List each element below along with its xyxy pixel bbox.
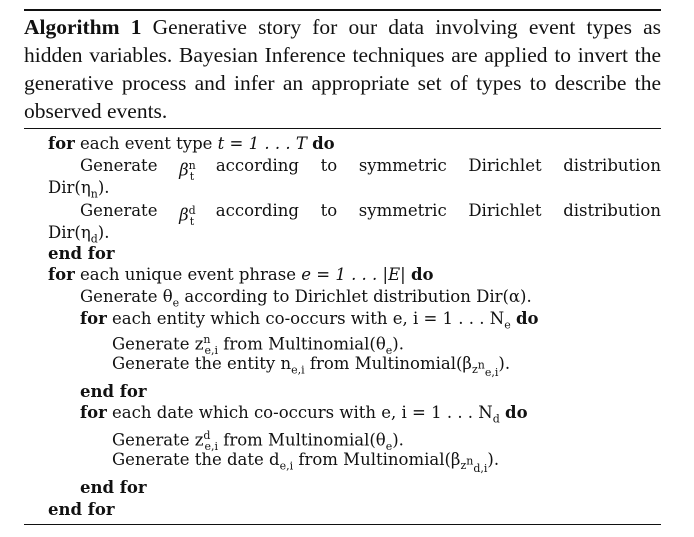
algorithm-label: Algorithm 1 [24,15,142,39]
line-7: for each unique event phrase e = 1 . . . |E| do [48,265,434,284]
line-14: Generate $z^d_{e,i}$ from $Multinomial(\theta_e)$. [112,429,404,453]
line-13: for each date which co-occurs with e, i = 1 . . . $N_d$ do [80,403,528,426]
line-1: for each event type t = 1 . . . T do [48,134,335,153]
line-8: Generate $\theta_e$ according to Dirichlet distribution Dir(α). [80,287,532,310]
line-4: Generate $\beta^d_t$ according to symmetric Dirichlet distribution [80,201,661,228]
caption-rule [24,128,661,129]
line-2: Generate $\beta^n_t$ according to symmetric Dirichlet distribution [80,156,661,183]
line-11: Generate the entity $n_{e,i}$ from $Multinomial(\beta_{z^n_{e,i}})$. [112,354,511,380]
line-10: Generate $z^n_{e,i}$ from $Multinomial(\theta_e)$. [112,333,404,357]
line-5: $Dir(\eta_d)$. [48,223,110,246]
line-3: $Dir(\eta_n)$. [48,178,110,201]
algorithm-caption [24,13,661,125]
line-12: end for [80,382,147,401]
line-15: Generate the date $d_{e,i}$ from $Multinomial(\beta_{z^n_{d,i}})$. [112,450,500,476]
top-rule [24,9,661,11]
line-17: end for [48,500,115,519]
caption-text: Generative story for our data involving event types as hidden variables. Bayesian Inference techniques are applied to invert the generative process and infer an appropriate set of types to describe the observed events. [24,15,662,123]
line-9: for each entity which co-occurs with e, i = 1 . . . $N_e$ do [80,309,539,332]
bottom-rule [24,524,661,525]
line-6: end for [48,244,115,263]
line-16: end for [80,478,147,497]
